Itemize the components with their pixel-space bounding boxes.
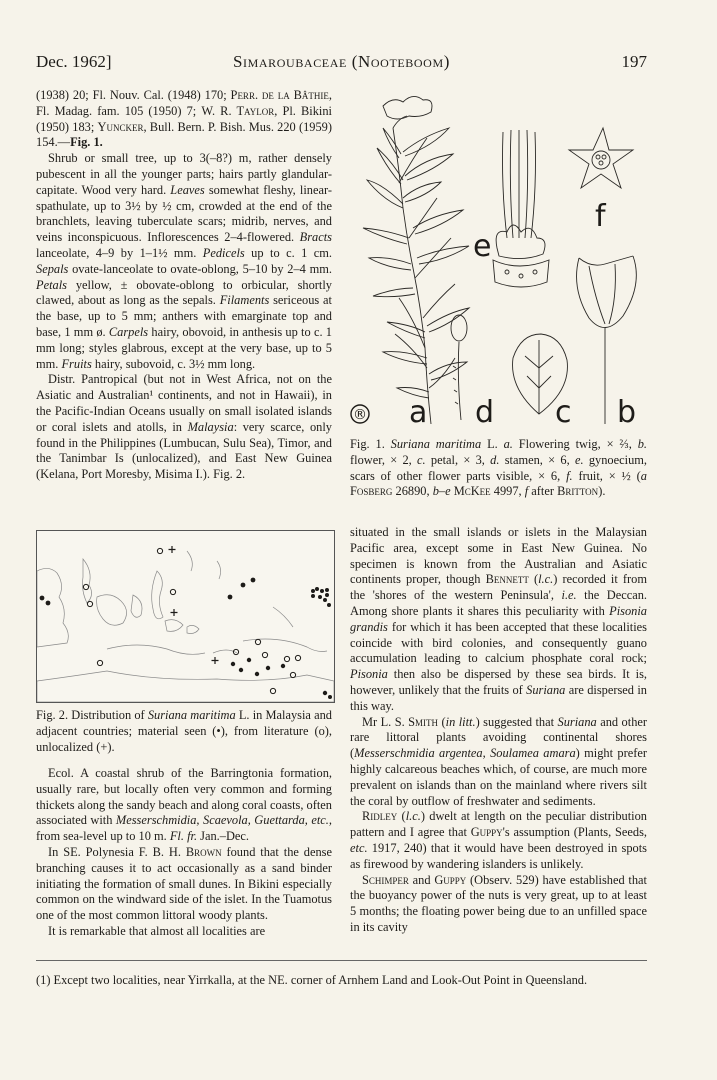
- flowering-twig-drawing: [363, 96, 469, 424]
- description-paragraph: Shrub or small tree, up to 3(–8?) m, rather densely pubescent in all the younger parts; hairs partly glandular-capitate. Wood very hard. Leaves somewhat fleshy, linear-spathulate, up to 3½ by ½ cm, crowded at the end of the branchlets, leaving tuberculate scars; midrib, nerves, and veins inconspicuous. Inflorescences 2–4-flowered. Bracts lanceolate, 4–9 by 1–1½ mm. Pedicels up to c. 1 cm. Sepals ovate-lanceolate to ovate-oblong, 5–10 by 2–4 mm. Petals yellow, ± obovate-oblong to orbicular, shortly clawed, about as long as the sepals. Filaments sericeous at the base, up to 5 mm; anthers with emarginate top and base, 1 mm ø. Carpels hairy, obovoid, in anthesis up to c. 1 mm long; styles glabrous, except at the very base, up to 5 mm. Fruits hairy, subovoid, c. 3½ mm long.: [36, 151, 332, 371]
- localities-paragraph: situated in the small islands or islets in the Malaysian Pacific area, except some in East New Guinea. No specimen is known from the Australian and Asiatic continents proper, though Bennett (l.c.) recorded it from the 'shores of the western Peninsula', i.e. the Deccan. Among shore plants it shares this peculiarity with Pisonia grandis for which it has been accepted that these localities coincide with bird colonies, and consequently guano accumulation leading to calcium phosphate coral rock; Pisonia then also be dispersed by these sea birds. It is, however, unlikely that the fruits of Suriana are dispersed in this way.: [350, 525, 648, 713]
- coastlines: [37, 551, 334, 702]
- label-e: e: [473, 229, 492, 264]
- smith-paragraph: Mr L. S. Smith (in litt.) suggested that Suriana and other rare littoral plants avoiding continental shores (Messerschmidia argentea, Soulamea amara) might prefer highly calcareous beaches which, of course, are much more prevalent on islands than on the mainland where rivers silt the coral by outflow of freshwater and sediments.: [350, 714, 648, 808]
- label-f: f: [595, 199, 606, 234]
- plate-drawing: [343, 88, 651, 430]
- header-title: Simaroubaceae (Nooteboom): [233, 52, 450, 71]
- gynoecium-drawing: [493, 130, 549, 287]
- left-column-text: [36, 88, 332, 483]
- distribution-paragraph: Distr. Pantropical (but not in West Africa, not on the Asiatic and Australian¹ continents, and not in Hawaii), in the Pacific-Indian Oceans usually on small isolated islands or coral islets and atolls, in Malaysia: very scarce, only found in the Philippines (Lumbucan, Sulu Sea), Timor, and the Tanimbar Is (unlocalized), and East New Guinea (Kelana, Port Moresby, Misima I.). Fig. 2.: [36, 372, 332, 482]
- right-column-text: [350, 525, 647, 936]
- map-drawing: [37, 531, 334, 702]
- label-b: b: [617, 395, 637, 430]
- ridley-paragraph: Ridley (l.c.) dwelt at length on the peculiar distribution pattern and I agree that Guppy's assumption (Plants, Seeds, etc. 1917, 240) that it would have been destroyed in spots as firewood by wandering islanders is unlikely.: [350, 809, 647, 871]
- leaves: [363, 128, 469, 398]
- remarkable-paragraph: It is remarkable that almost all localities are: [48, 923, 266, 938]
- material-seen-dots: [40, 578, 332, 699]
- page-number: 197: [621, 52, 647, 71]
- label-c: c: [555, 395, 572, 430]
- citation-paragraph: (1938) 20; Fl. Nouv. Cal. (1948) 170; Perr. de la Bâthie, Fl. Madag. fam. 105 (1950) 7; W. R. Taylor, Pl. Bikini (1950) 183; Yuncker, Bull. Bern. P. Bish. Mus. 220 (1959) 154.—Fig. 1.: [36, 88, 332, 150]
- distribution-map: [36, 530, 335, 703]
- running-header: [36, 52, 647, 78]
- publisher-logo-mark: ®: [353, 407, 367, 423]
- label-d: d: [475, 395, 495, 430]
- footnote-rule: [36, 960, 647, 961]
- literature-circles: [83, 548, 300, 693]
- left-column-text-2: [36, 766, 332, 940]
- label-a: a: [409, 395, 428, 430]
- fruit-drawing: [569, 128, 633, 188]
- footnote: (1) Except two localities, near Yirrkalla, at the NE. corner of Arnhem Land and Look-Out Point in Queensland.: [36, 973, 588, 987]
- header-date: Dec. 1962]: [36, 52, 112, 71]
- figure-1-caption: Fig. 1. Suriana maritima L. a. Flowering twig, × ⅔, b. flower, × 2, c. petal, × 3, d. stamen, × 6, e. gynoecium, scars of other flower parts visible, × 6, f. fruit, × ½ (a Fosberg 26890, b–e McKee 4997, f after Britton).: [350, 437, 647, 499]
- schimper-paragraph: Schimper and Guppy (Observ. 529) have established that the buoyancy power of the nuts is very great, up to at least 5 months; the floating power being due to an unfilled space in its cavity: [350, 872, 647, 934]
- botanical-illustration: [343, 88, 651, 430]
- unlocalized-crosses: [169, 546, 219, 664]
- figure-2-caption: Fig. 2. Distribution of Suriana maritima L. in Malaysia and adjacent countries; material seen (•), from literature (o), unlocalized (+).: [36, 708, 332, 754]
- ecology-paragraph: Ecol. A coastal shrub of the Barringtonia formation, usually rare, but locally often very common and forming thickets along the sandy beach and along coral coasts, often associated with Messerschmidia, Scaevola, Guettarda, etc., from sea-level up to 10 m. Fl. fr. Jan.–Dec.: [36, 766, 332, 844]
- polynesia-paragraph: In SE. Polynesia F. B. H. Brown found that the dense branching causes it to act occasionally as a sand binder initiating the formation of small dunes. In Bikini especially common on the windward side of the islet. In the Tuamotus one of the most common littoral woody plants.: [36, 844, 332, 923]
